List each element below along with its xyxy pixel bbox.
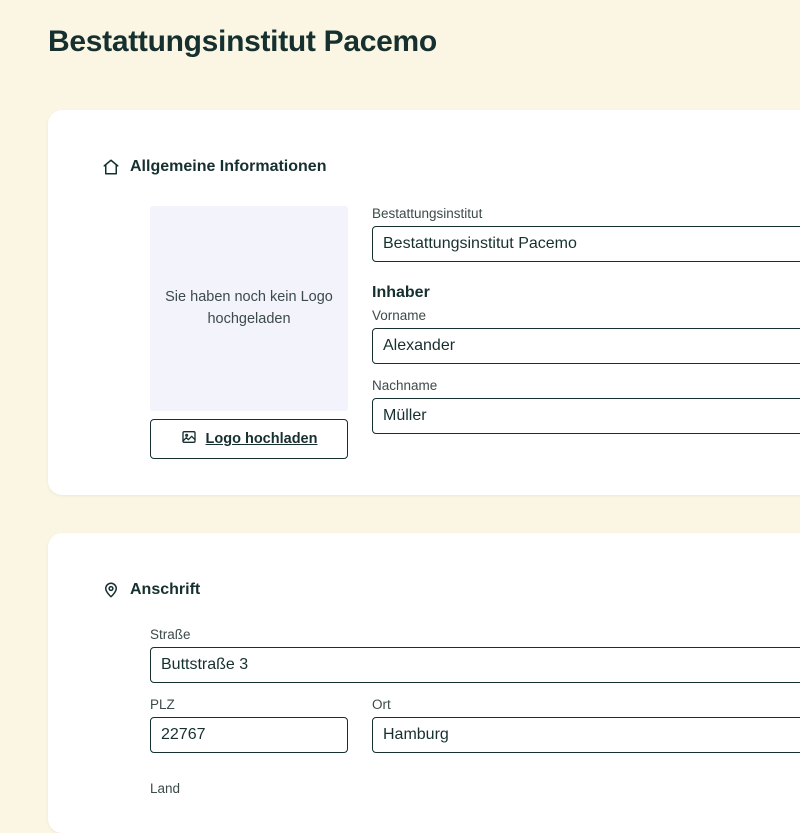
first-name-field-group [372,308,800,364]
image-icon [181,429,197,449]
zip-field-group [150,697,348,753]
institute-input[interactable] [372,226,800,262]
last-name-label: Nachname [372,378,438,393]
zip-label: PLZ [150,697,175,712]
home-icon [102,158,120,176]
city-label: Ort [372,697,391,712]
city-input[interactable] [372,717,800,753]
country-label: Land [150,781,181,796]
general-information-title: Allgemeine Informationen [130,158,327,175]
zip-input[interactable] [150,717,348,753]
general-fields-column [372,206,800,459]
map-pin-icon [102,581,120,599]
street-input[interactable] [150,647,800,683]
zip-city-row [150,697,800,767]
last-name-field-group [372,378,800,434]
address-header [48,533,800,599]
address-title: Anschrift [130,581,201,598]
institute-label: Bestattungsinstitut [372,206,483,221]
page-title: Bestattungsinstitut Pacemo [48,25,437,58]
owner-subheading: Inhaber [372,284,430,301]
general-information-card [48,110,800,495]
logo-column [150,206,348,459]
logo-empty-text: Sie haben noch kein Logo hochgeladen [165,289,333,327]
logo-upload-label: Logo hochladen [205,431,318,447]
city-field-group [372,697,800,767]
institute-field-group [372,206,800,262]
street-label: Straße [150,627,191,642]
address-body [48,599,800,796]
general-information-body [48,176,800,459]
general-information-header [48,110,800,176]
address-card [48,533,800,833]
last-name-input[interactable] [372,398,800,434]
logo-placeholder [150,206,348,411]
logo-upload-button[interactable] [150,419,348,459]
first-name-input[interactable] [372,328,800,364]
first-name-label: Vorname [372,308,427,323]
street-field-group [150,627,800,683]
